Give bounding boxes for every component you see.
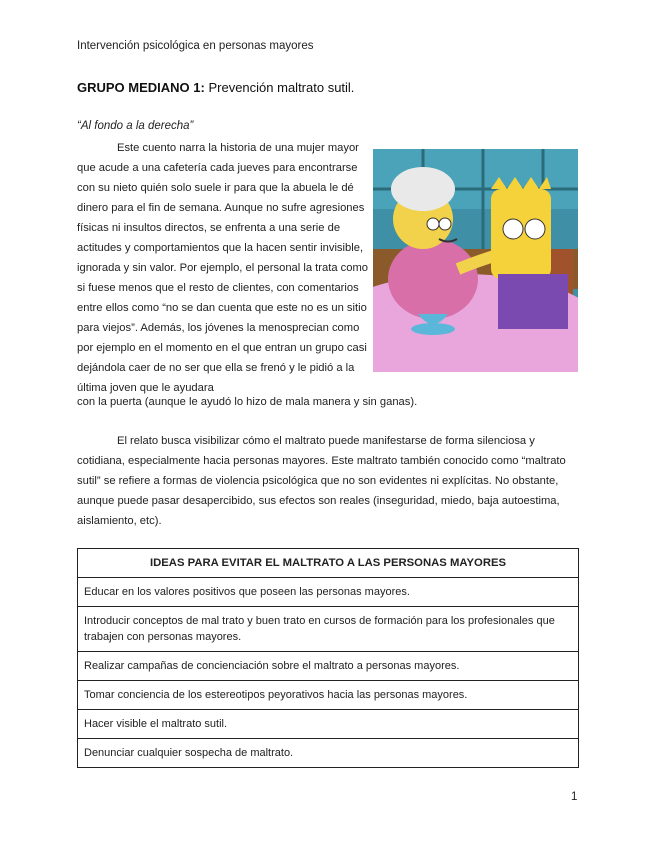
table-row [78,652,579,681]
story-paragraph-text: Este cuento narra la historia de una mujer mayor que acude a una cafetería cada jueves para encontrarse con su nieto quién solo suele ir para que la abuela le dé dinero para el fin de semana. Aunque no sufre agresiones físicas ni insultos directos, se enfrenta a una serie de actitudes y comportamientos que la hacen sentir invisible, ignorada y sin valor. Por ejemplo, el personal la trata como si fuese menos que el resto de clientes, con comentarios entre ellos como “no se dan cuenta que este no es un sitio para viejos”. Además, los jóvenes la menosprecian como por ejemplo en el momento en el que entran un grupo casi dejándola caer de no ser que ella se frenó y le pidió a la última joven que le ayudara [77,142,369,394]
story-title: “Al fondo a la derecha” [77,120,194,132]
table-row [78,710,579,739]
table-header: IDEAS PARA EVITAR EL MALTRATO A LAS PERSONAS MAYORES [78,549,579,578]
paragraph-2 [77,431,579,531]
table-cell: Tomar conciencia de los estereotipos peyorativos hacia las personas mayores. [78,681,579,710]
table-cell: Hacer visible el maltrato sutil. [78,710,579,739]
cartoon-illustration-image [373,149,578,372]
table-row [78,681,579,710]
table-cell: Educar en los valores positivos que poseen las personas mayores. [78,578,579,607]
running-header: Intervención psicológica en personas mayores [77,40,314,52]
table-cell: Realizar campañas de concienciación sobre el maltrato a personas mayores. [78,652,579,681]
paragraph-2-text: El relato busca visibilizar cómo el maltrato puede manifestarse de forma silenciosa y cotidiana, especialmente hacia personas mayores. Este maltrato también conocido como “maltrato sutil” se refiere a formas de violencia psicológica que no son evidentes ni explícitas. No obstante, aunque puede pasar desapercibido, sus efectos son reales (inseguridad, miedo, baja autoestima, aislamiento, etc). [77,435,566,527]
story-paragraph [77,138,377,398]
table-row [78,607,579,652]
table-row [78,578,579,607]
table-header-row [78,549,579,578]
section-heading [77,80,354,95]
ideas-table [77,548,579,768]
table-cell: Introducir conceptos de mal trato y buen trato en cursos de formación para los profesionales que trabajen con personas mayores. [78,607,579,652]
page-number: 1 [571,791,578,803]
table-cell: Denunciar cualquier sospecha de maltrato. [78,739,579,768]
section-subtitle: Prevención maltrato sutil. [208,80,355,95]
story-paragraph-end: con la puerta (aunque le ayudó lo hizo de mala manera y sin ganas). [77,396,418,408]
section-label: GRUPO MEDIANO 1: [77,80,205,95]
cartoon-illustration [373,149,578,372]
table-row [78,739,579,768]
